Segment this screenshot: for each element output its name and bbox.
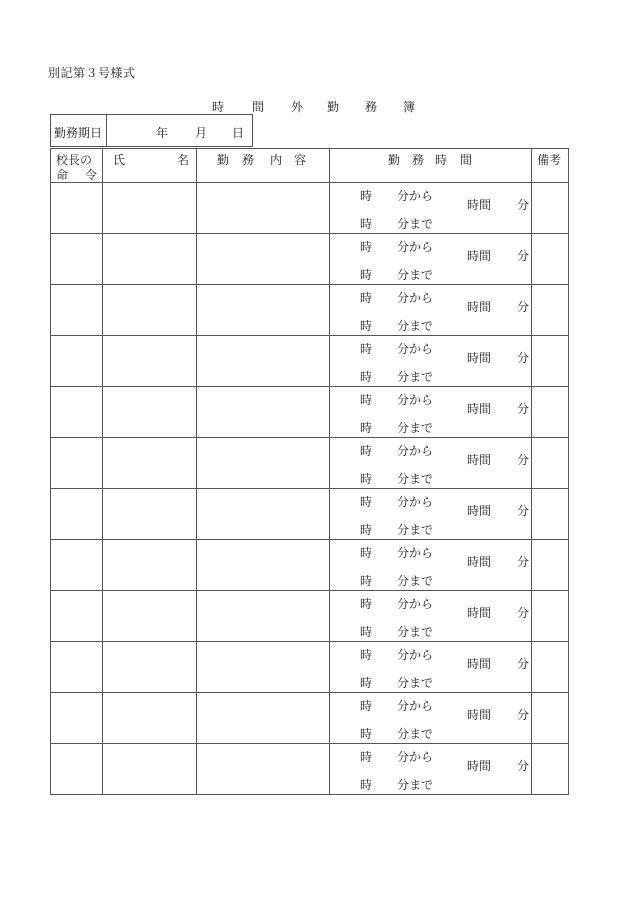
from-hour-label: 時 <box>360 291 373 305</box>
title-char: 簿 <box>403 100 416 114</box>
from-minute-label: 分から <box>397 444 434 458</box>
to-hour-label: 時 <box>360 574 373 588</box>
work-hours-cell[interactable] <box>330 489 532 540</box>
principal-order-cell[interactable] <box>51 438 103 489</box>
name-cell[interactable] <box>103 234 197 285</box>
to-hour-label: 時 <box>360 676 373 690</box>
work-content-cell[interactable] <box>197 591 330 642</box>
title-char: 外 <box>291 100 304 114</box>
work-content-cell[interactable] <box>197 183 330 234</box>
from-hour-label: 時 <box>360 444 373 458</box>
total-hours-label: 時間 <box>467 249 492 263</box>
table-row <box>51 438 569 489</box>
from-minute-label: 分から <box>397 393 434 407</box>
remarks-cell[interactable] <box>532 540 569 591</box>
work-date-box <box>50 114 253 147</box>
remarks-cell[interactable] <box>532 336 569 387</box>
header-content-char: 務 <box>242 153 255 167</box>
to-minute-label: 分まで <box>397 523 434 537</box>
header-order-char: 命 <box>56 168 69 182</box>
table-row <box>51 540 569 591</box>
to-minute-label: 分まで <box>397 268 434 282</box>
to-minute-label: 分まで <box>397 676 434 690</box>
table-row <box>51 183 569 234</box>
from-hour-label: 時 <box>360 597 373 611</box>
name-cell[interactable] <box>103 438 197 489</box>
principal-order-cell[interactable] <box>51 336 103 387</box>
remarks-cell[interactable] <box>532 183 569 234</box>
total-minutes-label: 分 <box>517 453 530 467</box>
work-content-cell[interactable] <box>197 387 330 438</box>
header-content-char: 容 <box>294 153 307 167</box>
header-hours-char: 務 <box>412 153 425 167</box>
remarks-cell[interactable] <box>532 489 569 540</box>
table-row <box>51 336 569 387</box>
to-minute-label: 分まで <box>397 778 434 792</box>
to-minute-label: 分まで <box>397 727 434 741</box>
principal-order-cell[interactable] <box>51 489 103 540</box>
work-hours-cell[interactable] <box>330 387 532 438</box>
from-minute-label: 分から <box>397 495 434 509</box>
header-content-char: 内 <box>270 153 283 167</box>
work-hours-cell[interactable] <box>330 693 532 744</box>
header-principal-order <box>51 149 103 183</box>
title-char: 間 <box>252 100 265 114</box>
remarks-cell[interactable] <box>532 387 569 438</box>
to-hour-label: 時 <box>360 778 373 792</box>
header-hours-char: 勤 <box>388 153 401 167</box>
table-row <box>51 489 569 540</box>
total-minutes-label: 分 <box>517 555 530 569</box>
to-minute-label: 分まで <box>397 625 434 639</box>
to-hour-label: 時 <box>360 727 373 741</box>
name-cell[interactable] <box>103 183 197 234</box>
header-order-char: 令 <box>85 168 98 182</box>
from-minute-label: 分から <box>397 240 434 254</box>
name-cell[interactable] <box>103 642 197 693</box>
from-hour-label: 時 <box>360 342 373 356</box>
work-hours-cell[interactable] <box>330 234 532 285</box>
work-hours-cell[interactable] <box>330 336 532 387</box>
total-minutes-label: 分 <box>517 606 530 620</box>
table-row <box>51 285 569 336</box>
principal-order-cell[interactable] <box>51 540 103 591</box>
total-minutes-label: 分 <box>517 708 530 722</box>
to-minute-label: 分まで <box>397 574 434 588</box>
work-content-cell[interactable] <box>197 489 330 540</box>
table-row <box>51 642 569 693</box>
work-content-cell[interactable] <box>197 693 330 744</box>
principal-order-cell[interactable] <box>51 285 103 336</box>
principal-order-cell[interactable] <box>51 693 103 744</box>
work-content-cell[interactable] <box>197 234 330 285</box>
from-minute-label: 分から <box>397 750 434 764</box>
work-content-cell[interactable] <box>197 438 330 489</box>
from-minute-label: 分から <box>397 648 434 662</box>
table-row <box>51 744 569 795</box>
from-hour-label: 時 <box>360 699 373 713</box>
to-hour-label: 時 <box>360 217 373 231</box>
total-minutes-label: 分 <box>517 402 530 416</box>
work-content-cell[interactable] <box>197 336 330 387</box>
total-minutes-label: 分 <box>517 657 530 671</box>
remarks-cell[interactable] <box>532 234 569 285</box>
name-cell[interactable] <box>103 387 197 438</box>
header-work-hours <box>330 149 532 183</box>
total-hours-label: 時間 <box>467 759 492 773</box>
from-hour-label: 時 <box>360 495 373 509</box>
from-hour-label: 時 <box>360 750 373 764</box>
work-hours-cell[interactable] <box>330 642 532 693</box>
total-minutes-label: 分 <box>517 504 530 518</box>
to-minute-label: 分まで <box>397 217 434 231</box>
table-row <box>51 387 569 438</box>
to-minute-label: 分まで <box>397 370 434 384</box>
work-content-cell[interactable] <box>197 285 330 336</box>
from-minute-label: 分から <box>397 291 434 305</box>
title-char: 勤 <box>327 100 340 114</box>
from-minute-label: 分から <box>397 699 434 713</box>
principal-order-cell[interactable] <box>51 387 103 438</box>
total-hours-label: 時間 <box>467 453 492 467</box>
work-content-cell[interactable] <box>197 744 330 795</box>
header-order-line1: 校長の <box>56 153 93 167</box>
work-content-cell[interactable] <box>197 540 330 591</box>
name-cell[interactable] <box>103 336 197 387</box>
total-hours-label: 時間 <box>467 657 492 671</box>
work-hours-cell[interactable] <box>330 744 532 795</box>
name-cell[interactable] <box>103 489 197 540</box>
table-row <box>51 693 569 744</box>
date-box-divider <box>106 115 107 146</box>
to-hour-label: 時 <box>360 625 373 639</box>
to-hour-label: 時 <box>360 421 373 435</box>
to-hour-label: 時 <box>360 319 373 333</box>
principal-order-cell[interactable] <box>51 744 103 795</box>
to-hour-label: 時 <box>360 370 373 384</box>
total-hours-label: 時間 <box>467 402 492 416</box>
date-day-field[interactable]: 日 <box>232 126 245 140</box>
to-minute-label: 分まで <box>397 319 434 333</box>
to-minute-label: 分まで <box>397 421 434 435</box>
total-hours-label: 時間 <box>467 555 492 569</box>
overtime-table <box>50 148 569 795</box>
name-cell[interactable] <box>103 744 197 795</box>
work-hours-cell[interactable] <box>330 591 532 642</box>
principal-order-cell[interactable] <box>51 591 103 642</box>
to-hour-label: 時 <box>360 268 373 282</box>
remarks-cell[interactable] <box>532 438 569 489</box>
table-row <box>51 591 569 642</box>
name-cell[interactable] <box>103 693 197 744</box>
header-hours-char: 時 <box>435 153 448 167</box>
title-char: 務 <box>365 100 378 114</box>
total-hours-label: 時間 <box>467 606 492 620</box>
total-hours-label: 時間 <box>467 300 492 314</box>
table-row <box>51 234 569 285</box>
remarks-cell[interactable] <box>532 693 569 744</box>
header-remarks <box>532 149 569 183</box>
total-minutes-label: 分 <box>517 759 530 773</box>
from-hour-label: 時 <box>360 189 373 203</box>
from-hour-label: 時 <box>360 240 373 254</box>
remarks-cell[interactable] <box>532 591 569 642</box>
from-hour-label: 時 <box>360 648 373 662</box>
header-name-char: 氏 <box>113 153 126 167</box>
total-minutes-label: 分 <box>517 249 530 263</box>
total-hours-label: 時間 <box>467 198 492 212</box>
to-hour-label: 時 <box>360 472 373 486</box>
from-hour-label: 時 <box>360 546 373 560</box>
principal-order-cell[interactable] <box>51 234 103 285</box>
form-number-label: 別記第３号様式 <box>48 66 136 80</box>
principal-order-cell[interactable] <box>51 183 103 234</box>
header-hours-char: 間 <box>460 153 473 167</box>
header-name-char: 名 <box>177 153 190 167</box>
table-header-row <box>51 149 569 183</box>
work-content-cell[interactable] <box>197 642 330 693</box>
header-work-content <box>197 149 330 183</box>
total-hours-label: 時間 <box>467 708 492 722</box>
header-remarks-label: 備考 <box>537 153 562 167</box>
from-hour-label: 時 <box>360 393 373 407</box>
name-cell[interactable] <box>103 540 197 591</box>
total-minutes-label: 分 <box>517 198 530 212</box>
remarks-cell[interactable] <box>532 744 569 795</box>
to-hour-label: 時 <box>360 523 373 537</box>
total-minutes-label: 分 <box>517 300 530 314</box>
header-name <box>103 149 197 183</box>
total-minutes-label: 分 <box>517 351 530 365</box>
date-month-field[interactable]: 月 <box>195 126 208 140</box>
from-minute-label: 分から <box>397 189 434 203</box>
title-char: 時 <box>212 100 225 114</box>
total-hours-label: 時間 <box>467 504 492 518</box>
total-hours-label: 時間 <box>467 351 492 365</box>
header-content-char: 勤 <box>217 153 230 167</box>
principal-order-cell[interactable] <box>51 642 103 693</box>
name-cell[interactable] <box>103 285 197 336</box>
work-hours-cell[interactable] <box>330 285 532 336</box>
work-hours-cell[interactable] <box>330 183 532 234</box>
from-minute-label: 分から <box>397 546 434 560</box>
to-minute-label: 分まで <box>397 472 434 486</box>
work-hours-cell[interactable] <box>330 540 532 591</box>
remarks-cell[interactable] <box>532 285 569 336</box>
date-year-field[interactable]: 年 <box>156 126 169 140</box>
name-cell[interactable] <box>103 591 197 642</box>
from-minute-label: 分から <box>397 342 434 356</box>
from-minute-label: 分から <box>397 597 434 611</box>
work-hours-cell[interactable] <box>330 438 532 489</box>
remarks-cell[interactable] <box>532 642 569 693</box>
work-date-label: 勤務期日 <box>54 126 103 140</box>
